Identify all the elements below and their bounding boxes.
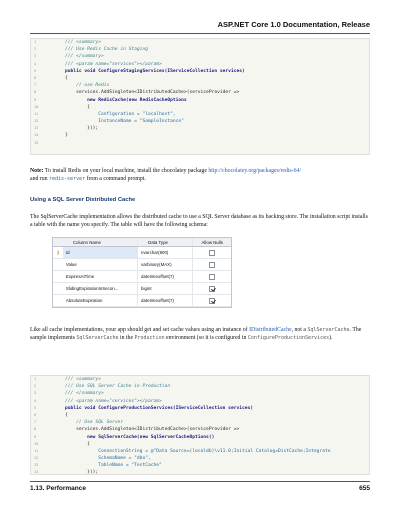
code-text: public void ConfigureProductionServices(IServiceCollection services) [65, 405, 254, 411]
code-text: services.AddSingleton<IDistributedCache>(serviceProvider => [65, 90, 240, 96]
footer-section: 1.13. Performance [30, 485, 87, 492]
line-number: 11 [34, 111, 39, 116]
note-label: Note: [30, 168, 44, 174]
code-text: Configuration = "localhost", [65, 111, 176, 117]
line-number: 5 [34, 405, 37, 410]
sql-code-line [31, 405, 369, 412]
redis-code-line [31, 82, 369, 89]
code-text: /// <param name="services"></param> [65, 398, 162, 404]
line-number: 1 [34, 377, 37, 381]
para2-text-3: . The sample implements [30, 327, 362, 341]
note-text-3: from a command prompt. [85, 176, 146, 182]
schema-table [52, 237, 232, 308]
redis-code-line [31, 111, 369, 118]
header-data-type: Data Type [138, 238, 193, 246]
redis-code-line [31, 125, 369, 132]
table-row[interactable] [53, 259, 231, 271]
schema-table-header [53, 238, 231, 247]
para2-text-6: ). [329, 335, 333, 341]
allow-nulls-checkbox[interactable] [209, 250, 215, 256]
code-text: /// Use SQL Server Cache in Production [65, 384, 171, 390]
para2-text-1: Like all cache implementations, your app should get and set cache values using an instance of [30, 327, 250, 333]
primary-key-icon [53, 271, 63, 282]
allow-nulls-cell [193, 247, 231, 258]
data-type-cell[interactable]: nvarchar(900) [138, 247, 193, 258]
redis-code-line [31, 104, 369, 111]
running-header-title: ASP.NET Core 1.0 Documentation, Release [217, 20, 370, 29]
para2-text-2: , not a [291, 327, 308, 333]
redis-code-line [31, 68, 369, 75]
note-text-1: To install Redis on your local machine, install the chocolatey package [43, 168, 209, 174]
line-number: 14 [34, 133, 39, 138]
code-text: public void ConfigureStagingServices(IServiceCollection services) [65, 68, 245, 74]
primary-key-icon: ⚷ [56, 250, 60, 256]
data-type-cell[interactable]: datetimeoffset(7) [138, 295, 193, 306]
data-type-cell[interactable]: varbinary(MAX) [138, 259, 193, 270]
line-number: 13 [34, 126, 39, 131]
code-configureproductionservices: ConfigureProductionServices [247, 335, 330, 341]
sql-code-line [31, 419, 369, 426]
table-row[interactable] [53, 295, 231, 307]
code-text: /// <summary> [65, 377, 101, 382]
sql-code-line [31, 412, 369, 419]
code-text: /// <param name="services"></param> [65, 61, 162, 67]
chocolatey-link[interactable]: http://chocolatey.org/packages/redis-64/ [208, 168, 302, 174]
primary-key-icon [53, 259, 63, 270]
code-text: // use Redis [65, 83, 110, 89]
redis-code-line [31, 75, 369, 82]
para2-text-4: in the [118, 335, 135, 341]
redis-code-line [31, 118, 369, 125]
redis-code-line [31, 132, 369, 139]
line-number: 10 [34, 104, 39, 109]
line-number: 3 [34, 391, 37, 396]
primary-key-icon [53, 283, 63, 294]
line-number: 4 [34, 398, 37, 403]
sql-code-line [31, 398, 369, 405]
code-text: { [65, 441, 90, 447]
code-text: ConnectionString = @"Data Source=(localdb)\v11.0;Initial Catalog=DistCache;Integrate [65, 448, 331, 454]
line-number: 9 [34, 434, 37, 439]
redis-code-line [31, 46, 369, 53]
section-heading-sql-cache: Using a SQL Server Distributed Cache [30, 197, 136, 203]
column-name-cell[interactable]: SlidingExpirationInSecon... [63, 283, 138, 294]
code-text: TableName = "TestCache" [65, 463, 162, 469]
line-number: 5 [34, 68, 37, 73]
allow-nulls-checkbox[interactable] [209, 274, 215, 280]
redis-code-line [31, 39, 369, 46]
line-number: 10 [34, 441, 39, 446]
allow-nulls-checkbox[interactable] [209, 262, 215, 268]
code-text: new SqlServerCache(new SqlServerCacheOptions() [65, 434, 215, 440]
line-number: 12 [34, 119, 39, 124]
column-name-cell[interactable]: Id [63, 247, 138, 258]
allow-nulls-cell [193, 259, 231, 270]
code-text: /// Use Redis Cache in Staging [65, 47, 148, 53]
line-number: 13 [34, 463, 39, 468]
code-text: } [65, 133, 68, 139]
line-number: 1 [34, 40, 37, 44]
idistributedcache-link[interactable]: IDistributedCache [249, 327, 292, 333]
code-text: InstanceName = "SampleInstance" [65, 119, 184, 125]
sql-code-line [31, 455, 369, 462]
sql-code-line [31, 376, 369, 383]
line-number: 7 [34, 420, 37, 425]
code-text: services.AddSingleton<IDistributedCache>(serviceProvider => [65, 427, 240, 433]
code-text: })); [65, 126, 99, 132]
code-sqlservercache-1: SqlServerCache [307, 327, 350, 333]
line-number: 2 [34, 47, 37, 52]
header-allow-nulls: Allow Nulls [201, 239, 223, 245]
code-text: { [65, 75, 68, 81]
footer-page-number: 655 [359, 485, 370, 492]
column-name-cell[interactable]: AbsoluteExpiration [63, 295, 138, 306]
line-number: 2 [34, 384, 37, 389]
sql-code-line [31, 469, 369, 475]
sql-code-line [31, 426, 369, 433]
line-number: 8 [34, 427, 37, 432]
table-row[interactable] [53, 283, 231, 295]
sql-code-line [31, 462, 369, 469]
sql-code-line [31, 390, 369, 397]
redis-server-code: redis-server [49, 176, 86, 182]
code-text: // Use SQL Server [65, 420, 124, 426]
code-block-redis [30, 38, 370, 155]
paragraph-sqlservercache: The SqlServerCache implementation allows the distributed cache to use a SQL Server database as its backing store. The installation script installs a table with the name you specify. The table will have the following schema: [30, 214, 368, 228]
column-name-cell[interactable]: ExpiresAtTime [63, 271, 138, 282]
redis-code-line [31, 53, 369, 60]
line-number: 7 [34, 83, 37, 88]
redis-code-line [31, 89, 369, 96]
note-text-2: and run [30, 176, 49, 182]
footer-rule [30, 481, 370, 482]
line-number: 15 [34, 140, 39, 145]
code-text: /// <summary> [65, 40, 101, 45]
sql-code-line [31, 383, 369, 390]
data-type-cell[interactable]: datetimeoffset(7) [138, 271, 193, 282]
sql-code-line [31, 441, 369, 448]
column-name-cell[interactable]: Value [63, 259, 138, 270]
header-column-name: Column Name [63, 238, 138, 246]
redis-code-line [31, 140, 369, 147]
line-number: 11 [34, 448, 39, 453]
code-text: { [65, 412, 68, 418]
allow-nulls-cell [193, 295, 231, 306]
code-text: /// </summary> [65, 391, 104, 397]
allow-nulls-checkbox[interactable] [209, 298, 215, 304]
line-number: 4 [34, 61, 37, 66]
paragraph-idistributedcache [30, 326, 370, 342]
line-number: 6 [34, 75, 37, 80]
line-number: 9 [34, 97, 37, 102]
code-sqlservercache-2: SqlServerCache [76, 335, 119, 341]
sql-code-line [31, 448, 369, 455]
code-text: { [65, 104, 90, 110]
code-text: SchemaName = "dbo", [65, 456, 151, 462]
redis-code-line [31, 97, 369, 104]
redis-code-line [31, 61, 369, 68]
code-text: /// </summary> [65, 54, 104, 60]
schema-table-body [53, 247, 231, 307]
primary-key-icon [53, 295, 63, 306]
table-row[interactable] [53, 271, 231, 283]
code-block-sqlserver [30, 375, 370, 475]
line-number: 8 [34, 90, 37, 95]
allow-nulls-cell [193, 283, 231, 294]
line-number: 14 [34, 470, 39, 475]
data-type-cell[interactable]: bigint [138, 283, 193, 294]
code-text: })); [65, 470, 99, 475]
line-number: 3 [34, 54, 37, 59]
sql-code-line [31, 434, 369, 441]
line-number: 6 [34, 412, 37, 417]
code-text: new RedisCache(new RedisCacheOptions [65, 97, 187, 103]
line-number: 12 [34, 456, 39, 461]
code-production: Production [134, 335, 165, 341]
header-rule [30, 33, 370, 34]
note-install-redis [30, 167, 370, 183]
para2-text-5: environment (so it is configured in [164, 335, 248, 341]
table-row[interactable] [53, 247, 231, 259]
allow-nulls-cell [193, 271, 231, 282]
allow-nulls-checkbox[interactable] [209, 286, 215, 292]
